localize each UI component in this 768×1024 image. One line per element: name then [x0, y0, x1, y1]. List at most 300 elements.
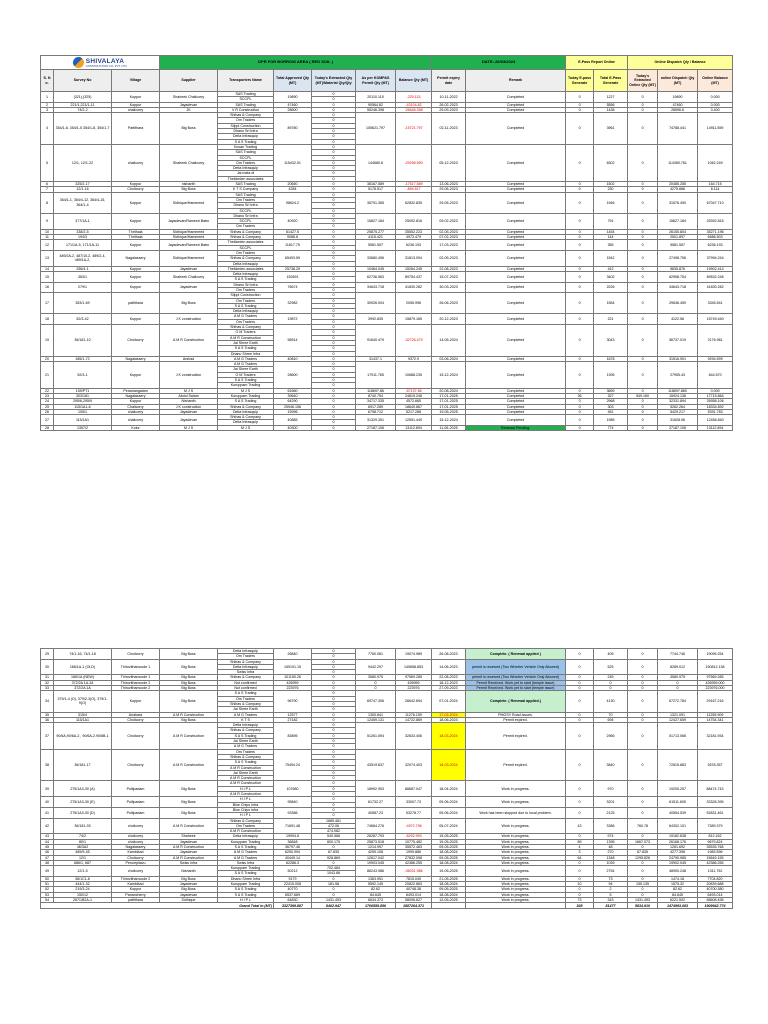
today-epass: 0 [566, 409, 594, 414]
supplier: Big Boss [160, 717, 218, 722]
kompas-permit-qty: 17911.765 [356, 362, 396, 388]
transporter-name: Kuruppam Trading [218, 882, 274, 887]
remark: Permit expired. [466, 717, 566, 722]
balance-qty: 32074.403 [396, 749, 432, 781]
remark: permit is received (Two Wheeler Vehicle Only Allowed) [466, 675, 566, 680]
village: Thiruvithamcode 1 [112, 675, 160, 680]
approved-qty: 15996 [274, 409, 312, 414]
today-online-qty: 0 [628, 187, 658, 192]
transporter-name: Shihas & Company [218, 659, 274, 664]
today-epass: 0 [566, 362, 594, 388]
transporter-name: Om Traders [218, 224, 274, 229]
transporter-name: Kuruppam Trading [218, 393, 274, 398]
permit-expiry-date: 29-09-2023 [432, 107, 466, 112]
today-extracted-qty: 0 [312, 182, 356, 187]
permit-expiry-date: 09-05-2025 [432, 887, 466, 892]
online-balance: 7704.820 [698, 876, 733, 881]
village: Koppur [112, 282, 160, 293]
report-page-1 [40, 55, 728, 431]
col-sno: S. N o. [41, 70, 54, 92]
today-online-qty: 0 [628, 102, 658, 107]
village: cholicorry [112, 866, 160, 877]
report-date: DATE:-26/03/2024 [432, 56, 566, 70]
balance-qty: 4572.665 [396, 399, 432, 404]
transporter-name: Shihas & Company [218, 235, 274, 240]
village: Nagalassery [112, 844, 160, 849]
transporter-name: Jai Shree Earth [218, 770, 274, 775]
transporter-name: H I P L [218, 797, 274, 802]
supplier: M J S [160, 425, 218, 430]
today-extracted-qty: 0 [312, 282, 356, 287]
remark: Complete. ( Renewal applied.) [466, 691, 566, 712]
total-epass: 1542 [594, 250, 628, 266]
kompas-permit-qty: 61732.27 [356, 797, 396, 808]
village: Koppur [112, 887, 160, 892]
balance-qty: 12551.449 [396, 415, 432, 426]
total-epass: 5 [594, 892, 628, 897]
village: Koppur [112, 92, 160, 103]
permit-expiry-date: 15-07-2023 [432, 272, 466, 283]
total-epass: 1039 [594, 860, 628, 865]
online-balance: 32181.934 [698, 723, 733, 749]
total-epass: 3201 [594, 797, 628, 808]
approved-qty: 6250.994 [274, 850, 312, 855]
village: Cholicorry [112, 649, 160, 660]
supplier: Abdul Salam [160, 393, 218, 398]
balance-qty: -894.517 [396, 187, 432, 192]
today-extracted-qty: 0 [312, 192, 356, 197]
transporter-name: A M R Construction [218, 335, 274, 340]
table-row [41, 415, 733, 420]
row-number: 33 [41, 686, 54, 691]
supplier: Jayadevan [160, 415, 218, 426]
transporter-name: A M G Traders [218, 744, 274, 749]
today-online-qty: 0 [628, 92, 658, 103]
remark: Completed [466, 187, 566, 192]
row-number: 39 [41, 781, 54, 797]
transporter-name: S A S Trading [218, 139, 274, 144]
approved-qty: 28600 [274, 107, 312, 112]
transporter-name: A M R Construction [218, 765, 274, 770]
village: Nagalassery [112, 393, 160, 398]
survey-no: 372/2A 1A-34 [54, 680, 112, 685]
survey-no: 363/1 [54, 272, 112, 283]
today-extracted-qty: 0 [312, 649, 356, 654]
approved-qty: 40449.14 [274, 855, 312, 860]
village: cholicorry [112, 818, 160, 834]
today-extracted-qty: 0 [312, 208, 356, 213]
today-epass: 0 [566, 266, 594, 271]
online-balance: 3.400 [698, 107, 733, 112]
total-epass: 343 [594, 897, 628, 902]
survey-no: 36/181-17 [54, 749, 112, 781]
total-epass: 221 [594, 314, 628, 325]
remark: PMGSY Road issues. [466, 712, 566, 717]
remark: Completed [466, 293, 566, 314]
row-number: 46 [41, 850, 54, 855]
transporter-name: Delta Infrasquip [218, 649, 274, 654]
today-epass: 0 [566, 182, 594, 187]
row-number: 3 [41, 107, 54, 112]
today-online-qty: 0 [628, 749, 658, 781]
today-extracted-qty: 0 [312, 346, 356, 351]
kompas-permit-qty: 12617.042 [356, 855, 396, 860]
total-epass: 327 [594, 393, 628, 398]
today-extracted-qty: 0 [312, 150, 356, 155]
today-extracted-qty: 0 [312, 139, 356, 144]
row-number: 27 [41, 415, 54, 426]
village: Koppur [112, 266, 160, 271]
row-number: 37 [41, 723, 54, 749]
online-balance: 0.000 [698, 92, 733, 103]
approved-qty: 107680 [274, 781, 312, 797]
village: chalicorry [112, 144, 160, 181]
remark: Work in progress. [466, 887, 566, 892]
today-extracted-qty: 0 [312, 240, 356, 245]
online-dispatch-qty: 12427.659 [658, 717, 698, 722]
village: Koppur [112, 240, 160, 251]
survey-no: 275/1A3-30 (A) [54, 781, 112, 797]
today-extracted-qty: 0 [312, 356, 356, 361]
today-extracted-qty: 0 [312, 298, 356, 303]
transporter-name: S A S Trading [218, 277, 274, 282]
transporter-name: Blue Chips Infra [218, 802, 274, 807]
survey-no: 36/181-10 [54, 325, 112, 357]
total-epass: 5556 [594, 102, 628, 107]
village: Thrithala [112, 229, 160, 234]
transporter-name: Shihas & Company [218, 675, 274, 680]
transporter-name: SAS Trading [218, 150, 274, 155]
online-balance: 67047.710 [698, 192, 733, 213]
today-extracted-qty: 0 [312, 844, 356, 849]
remark: Work in progress. [466, 834, 566, 839]
today-epass: 0 [566, 659, 594, 675]
balance-qty: -57137.86 [396, 388, 432, 393]
today-epass: 0 [566, 293, 594, 314]
transporter-name: K T S [218, 717, 274, 722]
kompas-permit-qty: 4259.108 [356, 850, 396, 855]
transporter-name: Om Traders [218, 160, 274, 165]
today-epass: 0 [566, 250, 594, 266]
row-number: 26 [41, 409, 54, 414]
online-balance: 15649.155 [698, 855, 733, 860]
total-epass: 81477 [594, 903, 628, 909]
balance-qty: -15721.797 [396, 113, 432, 145]
transporter-name: SAS Trading [218, 92, 274, 97]
online-balance: 0.000 [698, 102, 733, 107]
today-extracted-qty: 0 [312, 399, 356, 404]
supplier: Jayadevan [160, 266, 218, 271]
survey-no: 166/1A-1 (OLD) [54, 659, 112, 675]
online-dispatch-qty: 64302.101 [658, 818, 698, 834]
kompas-permit-qty: 9442.297 [356, 659, 396, 675]
survey-no: 12/1-5 [54, 866, 112, 877]
online-dispatch-qty: 19205.257 [658, 781, 698, 797]
approved-qty: 40920 [274, 213, 312, 229]
today-online-qty: 0 [628, 235, 658, 240]
today-extracted-qty: 0 [312, 330, 356, 335]
permit-expiry-date: 10-11-2022 [432, 92, 466, 103]
today-online-qty: 0 [628, 282, 658, 293]
total-epass: 3840 [594, 749, 628, 781]
kompas-permit-qty: 0 [356, 686, 396, 691]
row-number: 14 [41, 266, 54, 271]
balance-qty: 10688.235 [396, 362, 432, 388]
today-extracted-qty: 0 [312, 802, 356, 807]
today-extracted-qty: 0 [312, 335, 356, 340]
today-extracted-qty: 1431.493 [312, 897, 356, 902]
village: Thrithala [112, 235, 160, 240]
transporter-name: SCCPL [218, 155, 274, 160]
supplier: Big Boss [160, 187, 218, 192]
online-dispatch-qty: 3580.975 [658, 675, 698, 680]
today-online-qty: 0 [628, 404, 658, 409]
total-epass: 1454 [594, 229, 628, 234]
today-extracted-qty: 0 [312, 670, 356, 675]
village: Perumpilavu [112, 860, 160, 865]
row-number: 45 [41, 844, 54, 849]
online-dispatch-qty: 31576.490 [658, 192, 698, 213]
total-epass: 3402 [594, 272, 628, 283]
remark: Permit Received. Work yet to start (temple issue) [466, 680, 566, 685]
today-extracted-qty: 0 [312, 664, 356, 669]
table-row [41, 213, 733, 218]
row-number: 15 [41, 272, 54, 283]
today-online-qty: 67.835 [628, 850, 658, 855]
kompas-permit-qty: 6917.289 [356, 404, 396, 409]
transporter-name: Kuruppam Trading [218, 866, 274, 871]
approved-qty: 64830 [274, 897, 312, 902]
total-epass: 94 [594, 882, 628, 887]
permit-expiry-date: 15-12-2024 [432, 362, 466, 388]
approved-qty: 28600 [274, 362, 312, 388]
row-number: 29 [41, 649, 54, 660]
balance-qty: 6236.193 [396, 240, 432, 251]
online-dispatch-qty: 4277.398 [658, 850, 698, 855]
total-epass: 1227 [594, 92, 628, 103]
online-dispatch-qty: 114369.761 [658, 144, 698, 181]
survey-no: 115/1A1 [54, 717, 112, 722]
online-dispatch-qty: 26155.804 [658, 229, 698, 234]
today-epass: 0 [566, 691, 594, 712]
supplier: Nishanth [160, 866, 218, 877]
remark: Completed [466, 182, 566, 187]
row-number: 1 [41, 92, 54, 103]
transporter-name: Dhanu Sri Infra [218, 203, 274, 208]
kompas-permit-qty: 82.62 [356, 887, 396, 892]
table-row [41, 314, 733, 319]
transporter-name: S A S Trading [218, 871, 274, 876]
survey-no: (321),(325) [54, 92, 112, 103]
permit-expiry-date: 18-08-2024 [432, 892, 466, 897]
row-number: 35 [41, 712, 54, 717]
remark: Work in progress. [466, 781, 566, 797]
balance-qty: 18640.867 [396, 404, 432, 409]
row-number: 24 [41, 399, 54, 404]
online-dispatch-qty: 27498.756 [658, 250, 698, 266]
kompas-permit-qty: 84.645 [356, 892, 396, 897]
survey-no: 150/12 [54, 892, 112, 897]
permit-expiry-date: 26-06-2023 [432, 293, 466, 314]
transporter-name: Shihas & Company [218, 415, 274, 420]
today-extracted-qty: 0 [312, 176, 356, 181]
grand-total-label: Grand Total in (MT) [41, 903, 274, 909]
total-approved: 3327399.887 [274, 903, 312, 909]
remark: Completed [466, 192, 566, 213]
table-row [41, 272, 733, 277]
total-epass: 1946 [594, 192, 628, 213]
today-extracted-qty: 0 [312, 325, 356, 330]
row-number: 25 [41, 404, 54, 409]
online-dispatch-qty: 5581.557 [658, 240, 698, 251]
kompas-permit-qty: 4115.421 [356, 235, 396, 240]
approved-qty: 71691.48 [274, 818, 312, 834]
approved-qty: 426959 [274, 680, 312, 685]
online-balance: 15749.440 [698, 314, 733, 325]
total-online-dispatch: 1474993.083 [658, 903, 698, 909]
permit-expiry-date: 18-03-2024 [432, 749, 466, 781]
permit-expiry-date: 26-08-2023 [432, 649, 466, 660]
row-number: 2 [41, 102, 54, 107]
survey-no: 354/1-6, 354/1-5 354/1-8, 354/1-7 [54, 113, 112, 145]
transporter-name: Jai Shree Earth [218, 739, 274, 744]
today-extracted-qty: 181.98 [312, 882, 356, 887]
dpr-table-page-2 [40, 648, 733, 909]
column-header-row [41, 70, 733, 92]
balance-qty: 4973.479 [396, 235, 432, 240]
village: pattithara [112, 897, 160, 902]
permit-expiry-date: 02-11-2023 [432, 113, 466, 145]
transporter-name: H I P L [218, 786, 274, 791]
approved-qty: 61427.5 [274, 229, 312, 234]
transporter-name: A M R Construction [218, 781, 274, 786]
today-extracted-qty: 0 [312, 749, 356, 754]
supplier: Shaheek Chalicorry [160, 272, 218, 283]
today-epass: 0 [566, 388, 594, 393]
survey-no: 1357/2 [54, 425, 112, 430]
survey-no: 267/1B2A-1 [54, 897, 112, 902]
today-extracted-qty: 0 [312, 860, 356, 865]
remark: Complete. ( Renewal applied ) [466, 649, 566, 660]
today-extracted-qty: 0 [312, 404, 356, 409]
today-extracted-qty: 0 [312, 744, 356, 749]
total-kompas: 1706559.856 [356, 903, 396, 909]
transporter-name: Om Traders [218, 696, 274, 701]
table-row [41, 240, 733, 245]
kompas-permit-qty: 69747.306 [356, 691, 396, 712]
approved-qty: 89780 [274, 113, 312, 145]
online-balance: 812.162 [698, 834, 733, 839]
transporter-name: A M G Traders [218, 712, 274, 717]
online-balance: 6493.014 [698, 892, 733, 897]
online-balance: 19095.254 [698, 649, 733, 660]
today-epass: 0 [566, 213, 594, 229]
transporter-name: Thekkeden associates [218, 176, 274, 181]
transporter-name: V R Construction [218, 107, 274, 112]
row-number: 54 [41, 897, 54, 902]
remark: permit is received (Two Wheeler Vehicle Only Allowed) [466, 659, 566, 675]
today-extracted-qty: 0 [312, 171, 356, 176]
online-dispatch-qty: 0 [658, 686, 698, 691]
permit-expiry-date: 09-06-2024 [432, 797, 466, 808]
remark: Completed [466, 240, 566, 251]
survey-no: 221/1,221/1-11 [54, 102, 112, 107]
survey-no: 80/1 [54, 839, 112, 844]
supplier: Jayadevan [160, 409, 218, 414]
village: Koppur [112, 192, 160, 213]
supplier: J K construction [160, 314, 218, 325]
dpr-table-page-1 [40, 55, 733, 431]
today-extracted-qty: 0 [312, 723, 356, 728]
survey-no: 74/1-16, 74/1-18 [54, 649, 112, 660]
online-balance: 42386.255 [698, 860, 733, 865]
row-number: 32 [41, 680, 54, 685]
online-dispatch-qty: 0 [658, 680, 698, 685]
today-online-qty: 0 [628, 834, 658, 839]
today-online-qty: 0 [628, 399, 658, 404]
total-epass: 2965 [594, 723, 628, 749]
balance-qty: 33007.73 [396, 797, 432, 808]
transporter-name: Om Traders [218, 298, 274, 303]
transporter-name: Jai Shree Earth [218, 340, 274, 345]
balance-qty: -29258.590 [396, 144, 432, 181]
row-number: 52 [41, 887, 54, 892]
village: Thiruvithamcode 2 [112, 686, 160, 691]
survey-no: 219/3-24 [54, 887, 112, 892]
permit-expiry-date: 18-08-2024 [432, 860, 466, 865]
row-number: 8 [41, 192, 54, 213]
remark: Completed [466, 314, 566, 325]
survey-no: 377/1A-1 [54, 213, 112, 229]
village: Koppur [112, 691, 160, 712]
balance-qty: 41830.282 [396, 282, 432, 293]
today-epass: 0 [566, 876, 594, 881]
today-epass: 43 [566, 818, 594, 834]
today-extracted-qty: 0 [312, 266, 356, 271]
permit-expiry-date: 14-05-2024 [432, 325, 466, 357]
village: Pollipadam [112, 781, 160, 797]
row-number: 28 [41, 425, 54, 430]
village: Koppur [112, 213, 160, 229]
today-epass: 73 [566, 897, 594, 902]
transporter-name: S A S Trading [218, 691, 274, 696]
survey-no: 295/6,295/9 [54, 399, 112, 404]
balance-qty: 58095.627 [396, 897, 432, 902]
permit-expiry-date: 09-05-2025 [432, 844, 466, 849]
today-epass: 0 [566, 717, 594, 722]
today-online-qty: 0 [628, 860, 658, 865]
today-epass: 0 [566, 723, 594, 749]
remark: Completed [466, 250, 566, 266]
today-epass: 0 [566, 807, 594, 818]
total-epass: 791 [594, 213, 628, 229]
survey-no: 46/3A2 [54, 844, 112, 849]
village: pattithara [112, 293, 160, 314]
today-extracted-qty: 0 [312, 707, 356, 712]
online-dispatch-qty: 29636.459 [658, 293, 698, 314]
transporter-name: S A S Trading [218, 892, 274, 897]
online-dispatch-qty: 2501.897 [658, 235, 698, 240]
approved-qty: 40770 [274, 887, 312, 892]
permit-expiry-date: 29-05-2023 [432, 192, 466, 213]
online-dispatch-qty: 1261.692 [658, 844, 698, 849]
supplier: Big Boss [160, 797, 218, 808]
today-extracted-qty: 67.835 [312, 850, 356, 855]
row-number: 11 [41, 235, 54, 240]
permit-expiry-date: 20-12-2023 [432, 314, 466, 325]
online-balance: 7389.379 [698, 818, 733, 834]
transporter-name: Delta Infrasquip [218, 834, 274, 839]
